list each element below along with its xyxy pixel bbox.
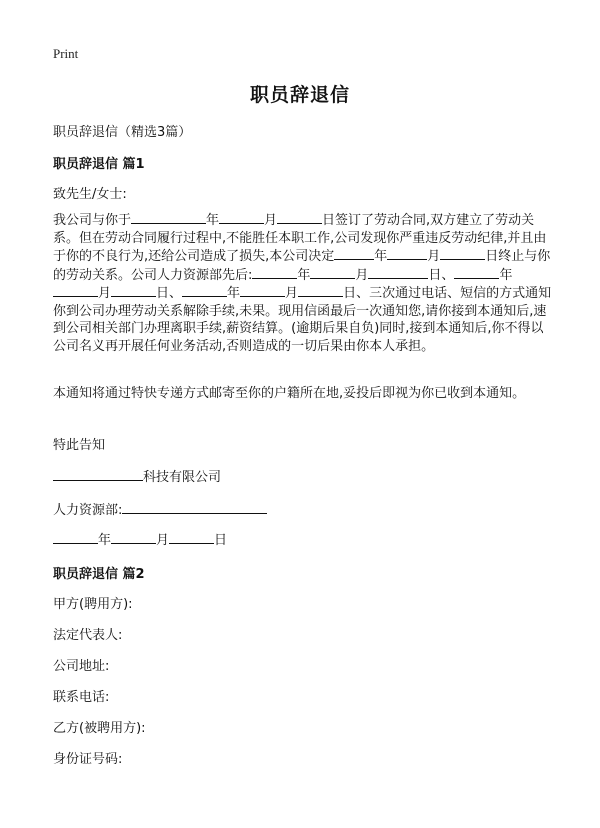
hr-label: 人力资源部: bbox=[53, 503, 123, 518]
text-fragment: 我公司与你于 bbox=[53, 213, 132, 228]
section-heading-1: 职员辞退信 篇1 bbox=[53, 157, 145, 172]
blank-line bbox=[53, 531, 98, 544]
blank-line bbox=[240, 284, 285, 297]
blank-line bbox=[169, 531, 214, 544]
date-month: 月 bbox=[156, 533, 170, 548]
text-fragment: 月 bbox=[427, 249, 441, 264]
page-title: 职员辞退信 bbox=[249, 84, 350, 106]
blank-line bbox=[310, 266, 355, 279]
blank-line bbox=[111, 284, 156, 297]
print-label[interactable]: Print bbox=[53, 46, 79, 61]
date-day: 日 bbox=[214, 533, 228, 548]
text-fragment: 年 bbox=[374, 249, 388, 264]
field-label: 身份证号码: bbox=[53, 752, 123, 767]
document-subtitle: 职员辞退信（精选3篇） bbox=[53, 125, 192, 140]
text-fragment: 日、 bbox=[156, 286, 183, 301]
blank-line bbox=[277, 211, 322, 224]
field-label: 法定代表人: bbox=[53, 628, 123, 643]
text-fragment: 月 bbox=[264, 213, 278, 228]
field-label: 乙方(被聘用方): bbox=[53, 721, 146, 736]
blank-line bbox=[252, 266, 297, 279]
hr-signature bbox=[53, 499, 267, 518]
text-fragment: 年 bbox=[227, 286, 241, 301]
paragraph-2: 本通知将通过特快专递方式邮寄至你的户籍所在地,妥投后即视为你已收到本通知。 bbox=[53, 386, 526, 401]
section-heading-2: 职员辞退信 篇2 bbox=[53, 567, 145, 582]
blank-line bbox=[387, 247, 427, 260]
signature-date bbox=[53, 529, 227, 548]
text-fragment: 日终止与你的劳动关系。公司人力资源部先后: bbox=[53, 249, 551, 283]
blank-line bbox=[298, 284, 343, 297]
blank-line bbox=[131, 211, 206, 224]
blank-line bbox=[53, 468, 143, 481]
blank-line bbox=[122, 501, 267, 514]
notice-text: 特此告知 bbox=[53, 438, 106, 453]
salutation: 致先生/女士: bbox=[53, 187, 127, 202]
blank-line bbox=[334, 247, 374, 260]
blank-line bbox=[219, 211, 264, 224]
date-year: 年 bbox=[98, 533, 112, 548]
blank-line bbox=[53, 284, 98, 297]
paragraph-1 bbox=[53, 211, 553, 355]
company-suffix: 科技有限公司 bbox=[143, 470, 222, 485]
text-fragment: 月 bbox=[355, 267, 369, 283]
blank-line bbox=[111, 531, 156, 544]
text-fragment: 年 bbox=[499, 267, 513, 283]
text-fragment: 日、三次通过电话、短信的方式通知你到公司办理劳动关系解除手续,未果。现用信函最后一次通知您,请你接到本通知后,速到公司相关部门办理离职手续,薪资结算。(逾期后果自负)同时,接到本通知后,你不得以公司名义再开展任何业务活动,否则造成的一切后果由你本人承担。 bbox=[53, 286, 552, 354]
blank-line bbox=[182, 284, 227, 297]
blank-line bbox=[368, 266, 428, 279]
text-fragment: 月 bbox=[285, 286, 299, 301]
blank-line bbox=[440, 247, 485, 260]
text-fragment: 年 bbox=[206, 213, 220, 228]
text-fragment: 日、 bbox=[428, 267, 455, 283]
field-label: 甲方(聘用方): bbox=[53, 597, 133, 612]
text-fragment: 年 bbox=[297, 267, 311, 283]
company-signature bbox=[53, 466, 221, 485]
text-fragment: 月 bbox=[98, 286, 112, 301]
field-label: 联系电话: bbox=[53, 690, 110, 705]
text-fragment: 日签订了劳动合同,双方建立了劳动关系。但在劳动合同履行过程中,不能胜任本职工作,公司发现你严重违反劳动纪律,并且由于你的不良行为,还给公司造成了损失,本公司决定 bbox=[53, 213, 547, 264]
field-label: 公司地址: bbox=[53, 659, 110, 674]
blank-line bbox=[454, 266, 499, 279]
